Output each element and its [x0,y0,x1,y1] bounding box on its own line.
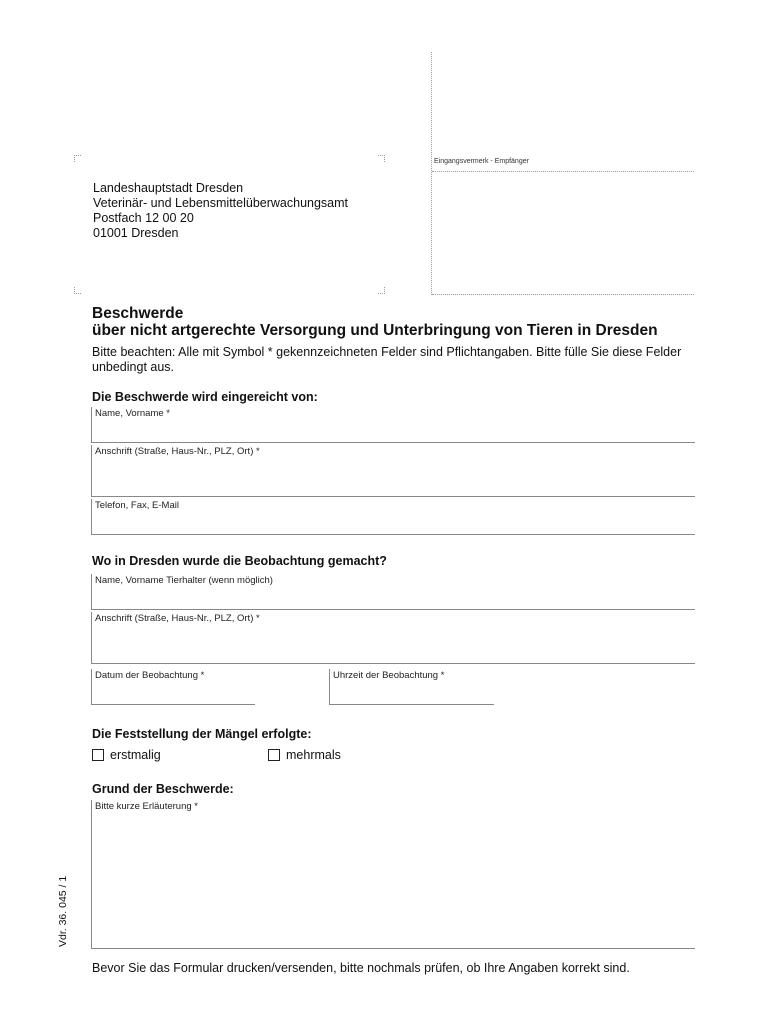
receipt-stamp-label: Eingangsvermerk - Empfänger [434,158,529,165]
repeated-checkbox[interactable] [268,749,280,761]
observation-time-label: Uhrzeit der Beobachtung * [333,670,445,681]
observation-address-field[interactable] [91,612,695,664]
repeated-label: mehrmals [286,748,341,762]
submitter-section-heading: Die Beschwerde wird eingereicht von: [92,390,318,404]
footer-check-note: Bevor Sie das Formular drucken/versenden, bitte nochmals prüfen, ob Ihre Angaben korrekt sind. [92,961,630,975]
reason-explanation-field[interactable] [91,800,695,949]
observation-address-label: Anschrift (Straße, Haus-Nr., PLZ, Ort) * [95,613,260,624]
stamp-area-bottom-rule [432,294,694,295]
recipient-line-1: Landeshauptstadt Dresden [93,181,244,195]
address-window-corner-br [378,287,385,294]
first-time-option[interactable] [92,748,161,762]
submitter-address-label: Anschrift (Straße, Haus-Nr., PLZ, Ort) * [95,446,260,457]
findings-section-heading: Die Feststellung der Mängel erfolgte: [92,727,312,741]
reason-section-heading: Grund der Beschwerde: [92,782,234,796]
submitter-name-field[interactable] [91,407,695,443]
observation-date-field[interactable] [91,669,255,705]
submitter-address-field[interactable] [91,445,695,497]
address-window-corner-bl [74,287,81,294]
animal-owner-name-label: Name, Vorname Tierhalter (wenn möglich) [95,575,273,586]
form-title: Beschwerde [92,305,184,322]
observation-time-field[interactable] [329,669,494,705]
submitter-name-label: Name, Vorname * [95,408,170,419]
mandatory-fields-note: Bitte beachten: Alle mit Symbol * gekennzeichneten Felder sind Pflichtangaben. Bitte fülle Sie diese Felder unbedingt aus. [92,345,682,374]
submitter-contact-field[interactable] [91,499,695,535]
stamp-area-left-border [431,52,432,295]
stamp-area-top-rule [432,171,694,172]
first-time-checkbox[interactable] [92,749,104,761]
address-window-corner-tr [378,155,385,162]
repeated-option[interactable] [268,748,341,762]
reason-explanation-label: Bitte kurze Erläuterung * [95,801,198,812]
form-subtitle: über nicht artgerechte Versorgung und Unterbringung von Tieren in Dresden [92,322,658,339]
observation-date-label: Datum der Beobachtung * [95,670,205,681]
location-section-heading: Wo in Dresden wurde die Beobachtung gemacht? [92,554,387,568]
form-reference-code: Vdr. 36. 045 / 1 [57,875,69,947]
submitter-contact-label: Telefon, Fax, E-Mail [95,500,179,511]
recipient-line-4: 01001 Dresden [93,226,179,240]
recipient-address [93,181,348,241]
animal-owner-name-field[interactable] [91,574,695,610]
recipient-line-3: Postfach 12 00 20 [93,211,194,225]
recipient-line-2: Veterinär- und Lebensmittelüberwachungsamt [93,196,349,210]
address-window-corner-tl [74,155,81,162]
first-time-label: erstmalig [110,748,161,762]
